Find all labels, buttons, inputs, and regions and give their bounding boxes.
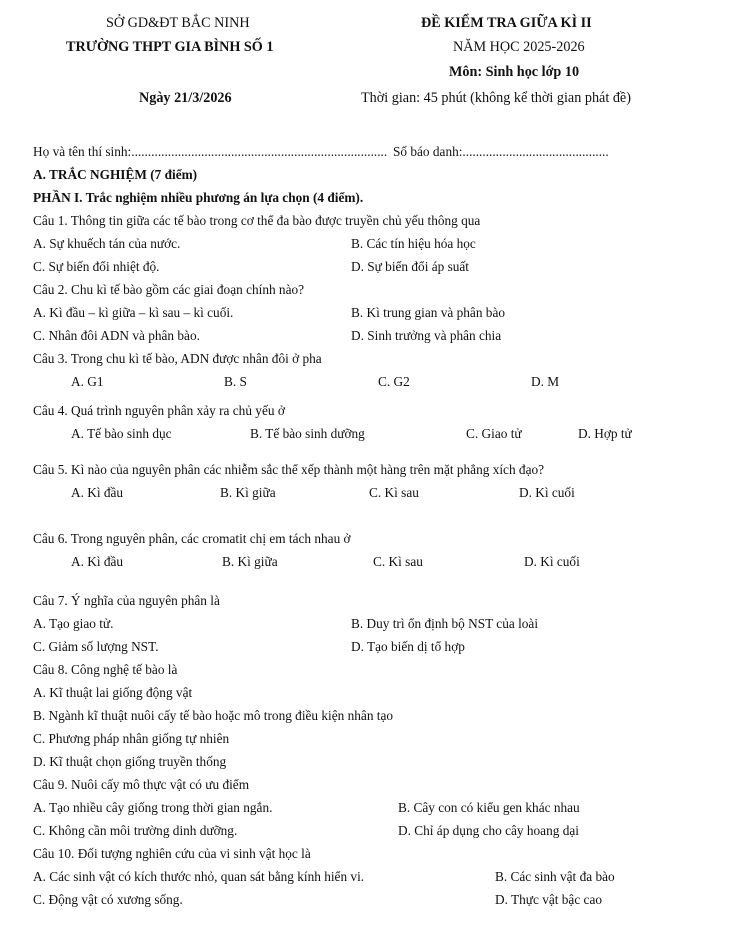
answer-option: B. Tế bào sinh dưỡng <box>250 426 365 441</box>
answer-option: C. Sự biến đổi nhiệt độ. <box>33 259 160 274</box>
answer-option: A. Sự khuếch tán của nước. <box>33 236 181 251</box>
answer-option: D. Sinh trưởng và phân chia <box>351 328 502 343</box>
question-8: Câu 8. Công nghệ tế bào là <box>33 662 178 677</box>
question-1: Câu 1. Thông tin giữa các tế bào trong cơ thể đa bào được truyền chủ yếu thông qua <box>33 213 481 228</box>
exam-duration: Thời gian: 45 phút (không kể thời gian phát đề) <box>361 90 631 106</box>
question-4: Câu 4. Quá trình nguyên phân xảy ra chủ yếu ở <box>33 403 285 418</box>
answer-option: D. Tạo biến dị tổ hợp <box>351 639 465 654</box>
answer-option: C. Giảm số lượng NST. <box>33 639 159 654</box>
question-10: Câu 10. Đối tượng nghiên cứu của vi sinh vật học là <box>33 846 311 861</box>
answer-option: B. Cây con có kiểu gen khác nhau <box>398 800 580 815</box>
section-a-heading: A. TRẮC NGHIỆM (7 điểm) <box>33 167 198 182</box>
question-5: Câu 5. Kì nào của nguyên phân các nhiễm sắc thể xếp thành một hàng trên mặt phẳng xích đạo? <box>33 462 545 477</box>
question-6: Câu 6. Trong nguyên phân, các cromatit chị em tách nhau ở <box>33 531 351 546</box>
answer-option: A. Kĩ thuật lai giống động vật <box>33 685 193 700</box>
answer-option: B. Ngành kĩ thuật nuôi cấy tế bào hoặc mô trong điều kiện nhân tạo <box>33 708 394 723</box>
answer-option: B. Các tín hiệu hóa học <box>351 236 476 251</box>
answer-option: D. Chỉ áp dụng cho cây hoang dại <box>398 823 579 838</box>
answer-option: B. Duy trì ổn định bộ NST của loài <box>351 616 539 631</box>
answer-option: D. Kì cuối <box>519 485 575 500</box>
answer-option: B. Các sinh vật đa bào <box>495 869 615 884</box>
answer-option: B. Kì giữa <box>222 554 278 569</box>
exam-date: Ngày 21/3/2026 <box>139 90 232 106</box>
answer-option: A. Kì đầu <box>71 485 124 500</box>
part-1-heading: PHẦN I. Trắc nghiệm nhiều phương án lựa chọn (4 điểm). <box>33 190 364 205</box>
answer-option: C. Nhân đôi ADN và phân bào. <box>33 328 200 343</box>
answer-option: A. Tạo nhiều cây giống trong thời gian ngắn. <box>33 800 273 815</box>
answer-option: C. Không cần môi trường dinh dưỡng. <box>33 823 238 838</box>
school-year: NĂM HỌC 2025-2026 <box>453 39 585 55</box>
question-3: Câu 3. Trong chu kì tế bào, ADN được nhân đôi ở pha <box>33 351 322 366</box>
answer-option: A. G1 <box>71 374 104 389</box>
answer-option: C. Kì sau <box>369 485 419 500</box>
question-2: Câu 2. Chu kì tế bào gồm các giai đoạn chính nào? <box>33 282 305 297</box>
answer-option: B. Kì trung gian và phân bào <box>351 305 505 320</box>
answer-option: D. Kì cuối <box>524 554 580 569</box>
answer-option: D. Sự biến đổi áp suất <box>351 259 470 274</box>
exam-title: ĐỀ KIỂM TRA GIỮA KÌ II <box>421 15 592 31</box>
answer-option: C. Giao tử <box>466 426 522 441</box>
answer-option: B. Kì giữa <box>220 485 276 500</box>
answer-option: A. Các sinh vật có kích thước nhỏ, quan sát bằng kính hiển vi. <box>33 869 365 884</box>
school-name: TRƯỜNG THPT GIA BÌNH SỐ 1 <box>66 39 274 55</box>
student-name-field: Họ và tên thí sinh:............................................................................. <box>33 144 388 159</box>
answer-option: C. Kì sau <box>373 554 423 569</box>
answer-option: A. Tạo giao tử. <box>33 616 114 631</box>
answer-option: D. Kĩ thuật chọn giống truyền thống <box>33 754 227 769</box>
answer-option: D. Hợp tử <box>578 426 632 441</box>
answer-option: A. Kì đầu – kì giữa – kì sau – kì cuối. <box>33 305 234 320</box>
answer-option: B. S <box>224 374 247 389</box>
answer-option: A. Kì đầu <box>71 554 124 569</box>
question-9: Câu 9. Nuôi cấy mô thực vật có ưu điểm <box>33 777 250 792</box>
department-name: SỞ GD&ĐT BẮC NINH <box>106 15 250 31</box>
answer-option: C. Phương pháp nhân giống tự nhiên <box>33 731 230 746</box>
student-id-field: Số báo danh:............................................ <box>393 144 609 159</box>
answer-option: C. Động vật có xương sống. <box>33 892 183 907</box>
question-7: Câu 7. Ý nghĩa của nguyên phân là <box>33 593 220 608</box>
subject: Môn: Sinh học lớp 10 <box>449 64 580 80</box>
answer-option: C. G2 <box>378 374 410 389</box>
answer-option: D. Thực vật bậc cao <box>495 892 603 907</box>
answer-option: D. M <box>531 374 560 389</box>
answer-option: A. Tế bào sinh dục <box>71 426 172 441</box>
